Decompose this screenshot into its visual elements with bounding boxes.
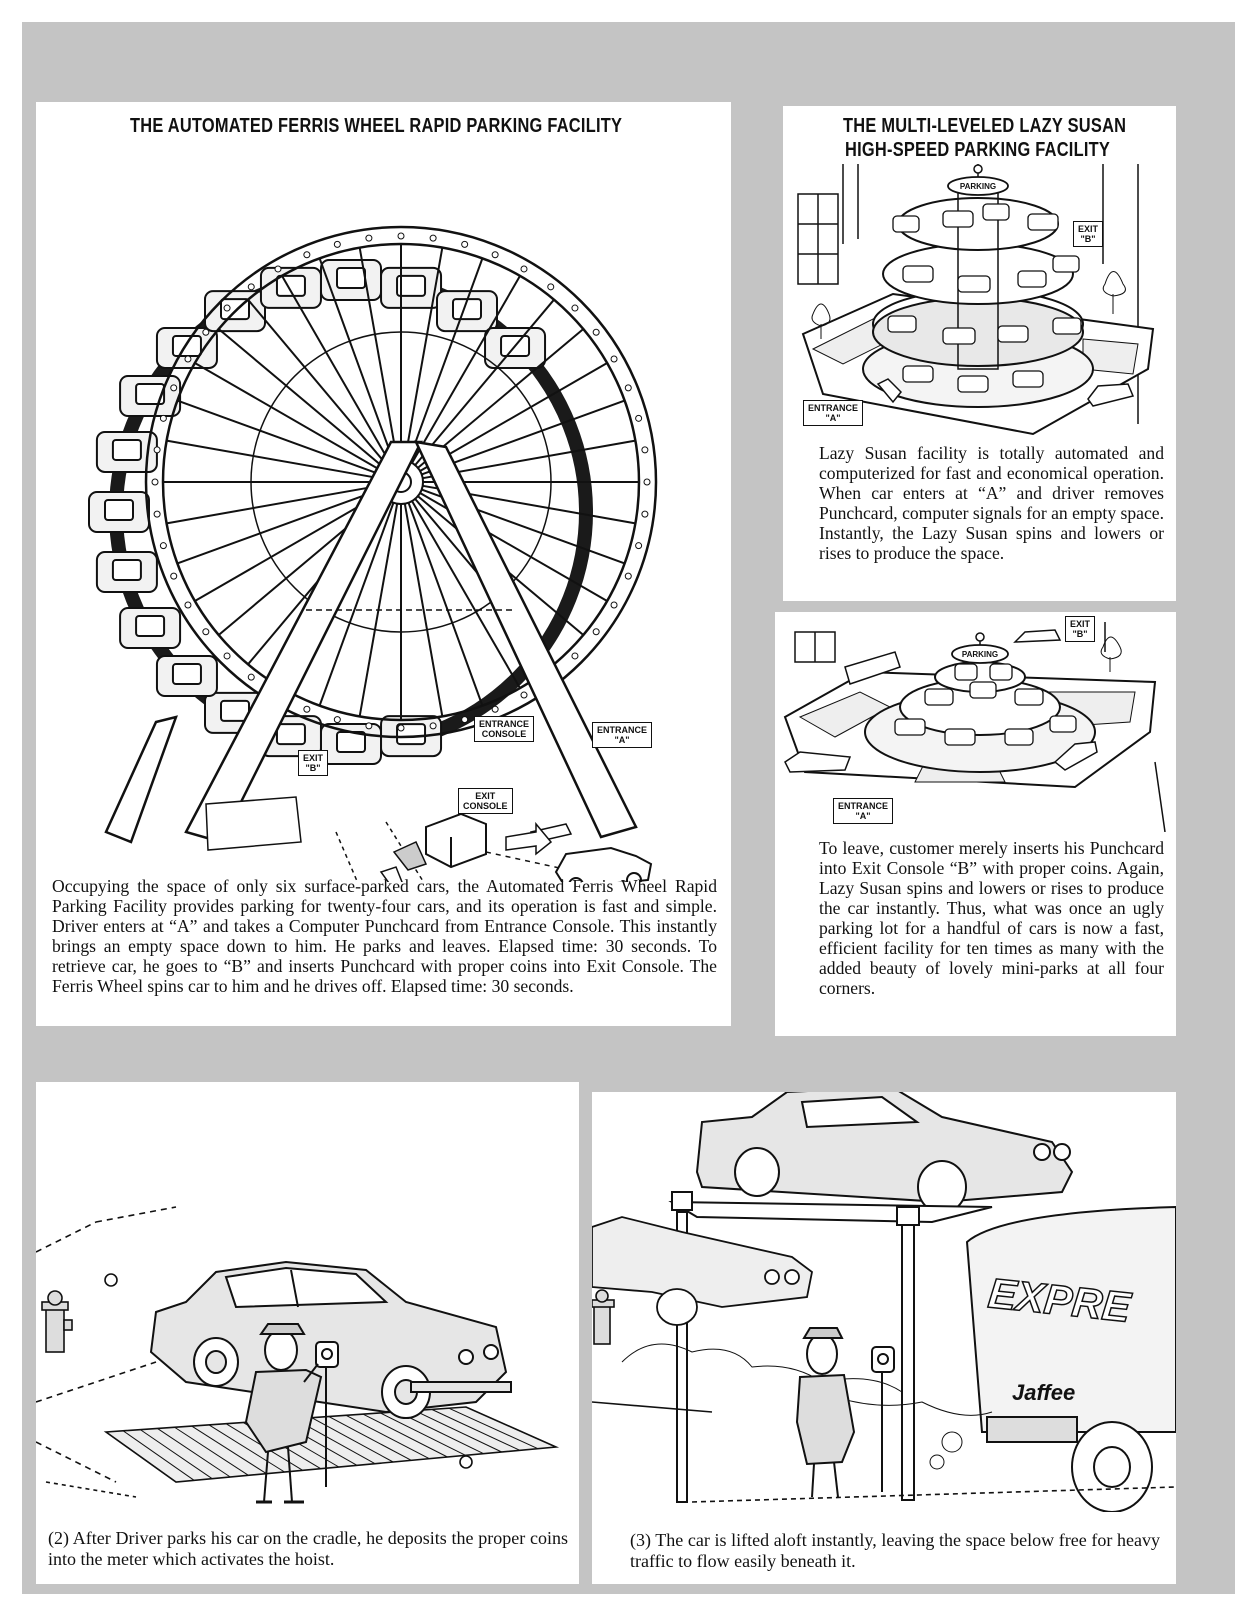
exit-b-label: EXIT "B"	[1073, 221, 1103, 247]
lazy-susan-title-line2: HIGH-SPEED PARKING FACILITY	[845, 139, 1111, 161]
entrance-console-label: ENTRANCE CONSOLE	[474, 716, 534, 742]
entrance-a-label: ENTRANCE "A"	[803, 400, 863, 426]
lazy-susan-panel	[783, 106, 1176, 601]
truck-lettering: EXPRE	[986, 1269, 1133, 1331]
lifted-car	[697, 1092, 1072, 1213]
exit-console-label: EXIT CONSOLE	[458, 788, 513, 814]
exit-console-kiosk	[426, 814, 486, 867]
cartoon-2-panel	[36, 1082, 579, 1584]
fire-hydrant	[42, 1291, 72, 1352]
lazy-susan-exit-caption: To leave, customer merely inserts his Punchcard into Exit Console “B” with proper coins. Again, Lazy Susan spins and lowers or rises to produce the car instantly. Thus, what was once an ugly parking lot for a handful of cars is now a fast, efficient facility for ten times as many with the added beauty of lovely mini-parks at all four corners.	[819, 838, 1164, 998]
parking-sign-text: PARKING	[959, 182, 997, 191]
cradle-platform	[106, 1407, 556, 1482]
coin-meter	[872, 1347, 894, 1492]
ferris-caption: Occupying the space of only six surface-parked cars, the Automated Ferris Wheel Rapid Parking Facility provides parking for twenty-four cars, and its operation is fast and simple. Driver enters at “A” and takes a Computer Punchcard from Entrance Console. This instantly brings an empty space down to him. He parks and leaves. Elapsed time: 30 seconds. To retrieve car, he goes to “B” and inserts Punchcard with proper coins into Exit Console. The Ferris Wheel spins car to him and he drives off. Elapsed time: 30 seconds.	[52, 876, 717, 996]
fire-hydrant	[592, 1290, 614, 1344]
lot-car	[1015, 630, 1060, 642]
parked-car	[151, 1262, 511, 1418]
exit-b-label: EXIT "B"	[1065, 616, 1095, 642]
tree	[1101, 637, 1121, 672]
lazy-susan-title-line1: THE MULTI-LEVELED LAZY SUSAN	[843, 115, 1127, 137]
parking-sign-text: PARKING	[961, 650, 999, 659]
lazy-susan-exit-panel	[775, 612, 1176, 1036]
driver-man	[797, 1328, 854, 1497]
exit-b-label: EXIT "B"	[298, 750, 328, 776]
ferris-title: THE AUTOMATED FERRIS WHEEL RAPID PARKING FACILITY	[130, 115, 623, 137]
cartoon-3-illustration	[592, 1092, 1176, 1512]
entrance-a-label: ENTRANCE "A"	[592, 722, 652, 748]
lazy-susan-caption: Lazy Susan facility is totally automated and computerized for fast and economical operation. When car enters at “A” and driver removes Punchcard, computer signals for an empty space. Instantly, the Lazy Susan spins and lowers or rises to produce the space.	[819, 443, 1164, 563]
a-frame-support	[106, 442, 636, 842]
entrance-a-label: ENTRANCE "A"	[833, 798, 893, 824]
passing-car	[592, 1217, 812, 1325]
express-truck	[967, 1207, 1176, 1512]
cartoon-2-caption: (2) After Driver parks his car on the cradle, he deposits the proper coins into the meter which activates the hoist.	[48, 1528, 568, 1569]
cartoon-2-illustration	[36, 1102, 579, 1522]
ferris-wheel-panel	[36, 102, 731, 1026]
background-buildings	[795, 622, 1105, 662]
ferris-wheel-illustration	[36, 142, 731, 882]
cartoon-3-caption: (3) The car is lifted aloft instantly, leaving the space below free for heavy traffic to flow easily beneath it.	[630, 1530, 1160, 1571]
cartoon-3-panel	[592, 1092, 1176, 1584]
artist-signature: Jaffee	[1012, 1380, 1076, 1405]
